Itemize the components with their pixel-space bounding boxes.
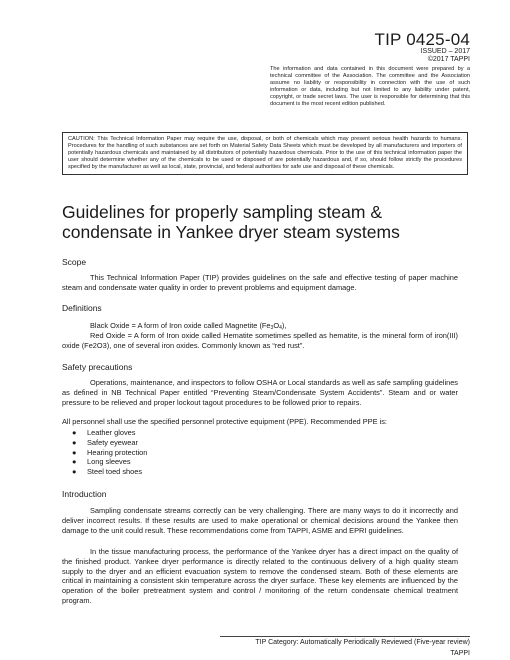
liability-disclaimer: The information and data contained in this document were prepared by a technical committee of the Association. The committee and the Association assume no liability or responsibility in connection with the use of such information or data, including but not limited to any liability under patent, copyright, or trade secret laws. The user is responsible for determining that this document is the most recent edition published. [270, 66, 470, 107]
issue-info [421, 48, 470, 64]
introduction-paragraph-1: Sampling condensate streams correctly can be very challenging. There are many ways to do it incorrectly and deliver incorrect results. If these results are used to make operational or chemical decisions around the Yankee then damage to the unit could result. These recommendations come from TAPPI, ASME and EPRI guidelines. [62, 506, 458, 535]
black-oxide-definition: Black Oxide = A form of Iron oxide called Magnetite $(Fe_3O_4)$, [90, 321, 287, 331]
introduction-paragraph-2: In the tissue manufacturing process, the performance of the Yankee dryer has a direct impact on the quality of the finished product. Yankee dryer performance is directly related to the continuous delivery of a high quality steam supply to the dryer and an efficient evacuation system to remove the condensed steam. Both of these elements are critical in maintaining a consistent skin temperature across the dryer surface. These key elements are influenced by the operation of the boiler pretreatment system and control / monitoring of the return condensate chemical treatment program. [62, 547, 458, 605]
list-item: ● Safety eyewear [72, 437, 138, 447]
scope-body: This Technical Information Paper (TIP) provides guidelines on the safe and effective testing of paper machine steam and condensate water quality in order to prevent problems and equipment damage. [62, 273, 458, 292]
list-item: ● Hearing protection [72, 447, 148, 457]
list-item: ● Leather gloves [72, 428, 136, 437]
scope-heading: Scope [62, 257, 87, 267]
list-item: ● Long sleeves [72, 457, 131, 467]
list-item: ● Steel toed shoes [72, 467, 143, 477]
copyright: ©2017 TAPPI [427, 56, 470, 63]
safety-heading: Safety precautions [62, 362, 133, 372]
footer-category: TIP Category: Automatically Periodically Reviewed (Five-year review) [255, 639, 470, 646]
ppe-list [62, 428, 362, 477]
safety-body: Operations, maintenance, and inspectors to follow OSHA or Local standards as well as safe sampling guidelines as defined in NB Technical Paper entitled “Preventing Steam/Condensate System Accidents”. Steam and or water pressure to be relieved and proper lockout tagout procedures to be followed prior to repairs. [62, 378, 458, 407]
definitions-heading: Definitions [62, 303, 102, 313]
footer-organization: TAPPI [450, 650, 470, 657]
issued-date: ISSUED – 2017 [420, 48, 470, 55]
caution-box: CAUTION: This Technical Information Paper may require the use, disposal, or both of chemicals which may present serious health hazards to humans. Procedures for the handling of such substances are set forth on Material Safety Data Sheets which must be developed by all manufacturers and importers of potentially hazardous chemicals and maintained by all distributors of potentially hazardous chemicals. Prior to the use of this technical information paper the user should determine whether any of the chemicals to be used or disposed of are potentially hazardous and, if so, should follow strictly the procedures specified by the manufacturer as well as local, state, provincial, and federal authorities for safe use and disposal of these chemicals. [62, 132, 468, 175]
red-oxide-definition: Red Oxide = A form of Iron oxide called Hematite sometimes spelled as hematite, is the mineral form of iron(III) oxide (Fe2O3), one of several iron oxides. Commonly known as “red rust”. [62, 331, 458, 350]
footer-divider [220, 636, 470, 637]
document-title: Guidelines for properly sampling steam & condensate in Yankee dryer steam systems [62, 202, 400, 242]
introduction-heading: Introduction [62, 489, 107, 499]
tip-number: TIP 0425-04 [374, 30, 470, 49]
ppe-intro: All personnel shall use the specified personnel protective equipment (PPE). Recommended PPE is: [62, 417, 387, 426]
